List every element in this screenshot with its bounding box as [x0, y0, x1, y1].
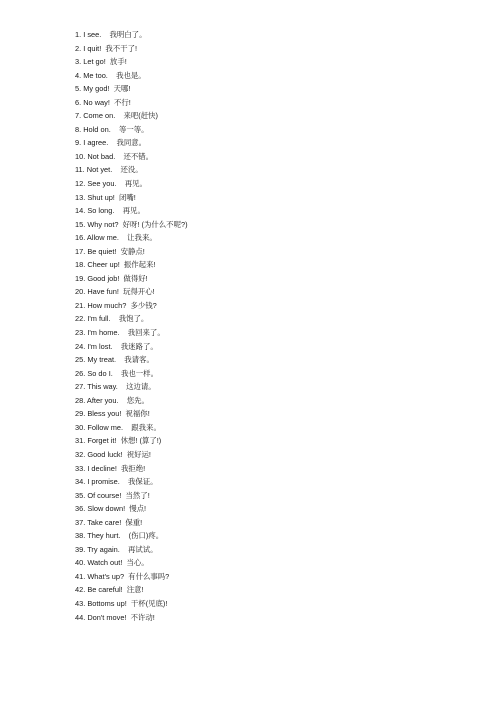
- phrase-list: [75, 28, 188, 624]
- phrase-item: 4. Me too. 我也是。: [75, 70, 146, 80]
- phrase-item: 3. Let go! 放手!: [75, 57, 127, 67]
- phrase-item: 44. Don't move! 不许动!: [75, 612, 155, 622]
- phrase-item: 5. My god! 天哪!: [75, 84, 131, 94]
- phrase-item: 20. Have fun! 玩得开心!: [75, 287, 155, 297]
- phrase-item: 39. Try again. 再试试。: [75, 544, 158, 554]
- phrase-item: 22. I'm full. 我饱了。: [75, 314, 149, 324]
- phrase-item: 27. This way. 这边请。: [75, 382, 156, 392]
- phrase-item: 33. I decline! 我拒绝!: [75, 463, 146, 473]
- phrase-item: 7. Come on. 来吧(赶快): [75, 111, 158, 121]
- phrase-item: 32. Good luck! 祝好运!: [75, 449, 151, 459]
- phrase-item: 21. How much? 多少钱?: [75, 300, 157, 310]
- phrase-item: 9. I agree. 我同意。: [75, 138, 147, 148]
- phrase-item: 29. Bless you! 祝福你!: [75, 409, 150, 419]
- phrase-item: 8. Hold on. 等一等。: [75, 124, 149, 134]
- phrase-item: 36. Slow down! 慢点!: [75, 504, 147, 514]
- phrase-item: 14. So long. 再见。: [75, 206, 145, 216]
- phrase-item: 31. Forget it! 休想! (算了!): [75, 436, 162, 446]
- phrase-item: 15. Why not? 好呀! (为什么不呢?): [75, 219, 188, 229]
- phrase-item: 11. Not yet. 还没。: [75, 165, 143, 175]
- phrase-item: 40. Watch out! 当心。: [75, 558, 149, 568]
- phrase-item: 37. Take care! 保重!: [75, 517, 143, 527]
- phrase-item: 26. So do I. 我也一样。: [75, 368, 158, 378]
- phrase-item: 42. Be careful! 注意!: [75, 585, 144, 595]
- phrase-item: 41. What's up? 有什么事吗?: [75, 571, 170, 581]
- phrase-item: 18. Cheer up! 振作起来!: [75, 260, 156, 270]
- phrase-item: 24. I'm lost. 我迷路了。: [75, 341, 158, 351]
- phrase-item: 34. I promise. 我保证。: [75, 477, 158, 487]
- phrase-item: 23. I'm home. 我回来了。: [75, 328, 165, 338]
- phrase-item: 28. After you. 您先。: [75, 395, 149, 405]
- phrase-item: 12. See you. 再见。: [75, 179, 147, 189]
- phrase-item: 25. My treat. 我请客。: [75, 355, 154, 365]
- phrase-item: 30. Follow me. 跟我来。: [75, 422, 161, 432]
- phrase-item: 6. No way! 不行!: [75, 97, 131, 107]
- phrase-item: 2. I quit! 我不干了!: [75, 43, 138, 53]
- phrase-item: 19. Good job! 做得好!: [75, 273, 148, 283]
- phrase-item: 17. Be quiet! 安静点!: [75, 246, 145, 256]
- phrase-item: 1. I see. 我明白了。: [75, 30, 147, 39]
- phrase-item: 35. Of course! 当然了!: [75, 490, 150, 500]
- phrase-item: 13. Shut up! 闭嘴!: [75, 192, 136, 202]
- phrase-item: 43. Bottoms up! 干杯(见底)!: [75, 598, 168, 608]
- phrase-item: 16. Allow me. 让我来。: [75, 233, 157, 243]
- phrase-item: 38. They hurt. (伤口)疼。: [75, 531, 164, 541]
- phrase-item: 10. Not bad. 还不错。: [75, 151, 154, 161]
